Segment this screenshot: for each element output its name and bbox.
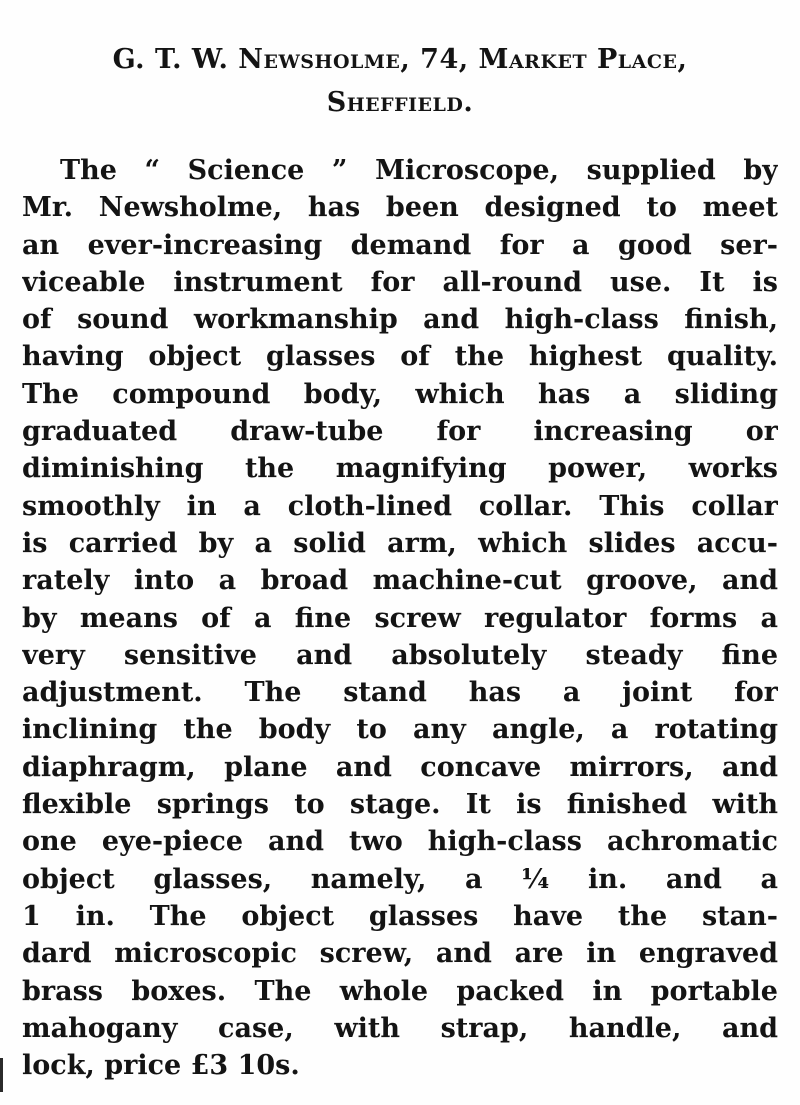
article-line: of sound workmanship and high-class finish,: [22, 304, 778, 336]
heading-line-2: Sheffield.: [326, 87, 474, 118]
scan-edge-mark: [0, 1058, 3, 1092]
article-line: is carried by a solid arm, which slides accu-: [22, 527, 778, 559]
article-line: rately into a broad machine-cut groove, and: [22, 565, 778, 597]
article-body: [22, 152, 778, 1084]
article-line: smoothly in a cloth-lined collar. This collar: [22, 490, 778, 522]
article-line: flexible springs to stage. It is finished with: [22, 789, 778, 821]
article-line: lock, price £3 10s.: [22, 1050, 300, 1082]
article-line: diaphragm, plane and concave mirrors, and: [22, 751, 778, 783]
article-line: having object glasses of the highest quality.: [22, 341, 778, 373]
article-line: dard microscopic screw, and are in engraved: [22, 938, 778, 970]
article-line: adjustment. The stand has a joint for: [22, 677, 778, 709]
article-line: by means of a fine screw regulator forms a: [22, 602, 778, 634]
article-line: The compound body, which has a sliding: [22, 378, 778, 410]
article-line: an ever-increasing demand for a good ser-: [22, 229, 778, 261]
article-line: The “ Science ” Microscope, supplied by: [60, 155, 778, 186]
advertiser-heading: [18, 38, 782, 124]
article-line: graduated draw-tube for increasing or: [22, 416, 778, 448]
article-line: Mr. Newsholme, has been designed to meet: [22, 192, 778, 224]
heading-line-1: G. T. W. Newsholme, 74, Market Place,: [112, 44, 688, 75]
article-line: one eye-piece and two high-class achromatic: [22, 826, 778, 858]
article-line: brass boxes. The whole packed in portable: [22, 975, 778, 1007]
article-line: object glasses, namely, a ¼ in. and a: [22, 863, 778, 895]
article-line: 1 in. The object glasses have the stan-: [22, 900, 778, 932]
article-line: inclining the body to any angle, a rotating: [22, 714, 778, 746]
article-line: diminishing the magnifying power, works: [22, 453, 778, 485]
article-line: very sensitive and absolutely steady fine: [22, 639, 778, 671]
article-line: viceable instrument for all-round use. It is: [22, 266, 778, 298]
article-line: mahogany case, with strap, handle, and: [22, 1012, 778, 1044]
